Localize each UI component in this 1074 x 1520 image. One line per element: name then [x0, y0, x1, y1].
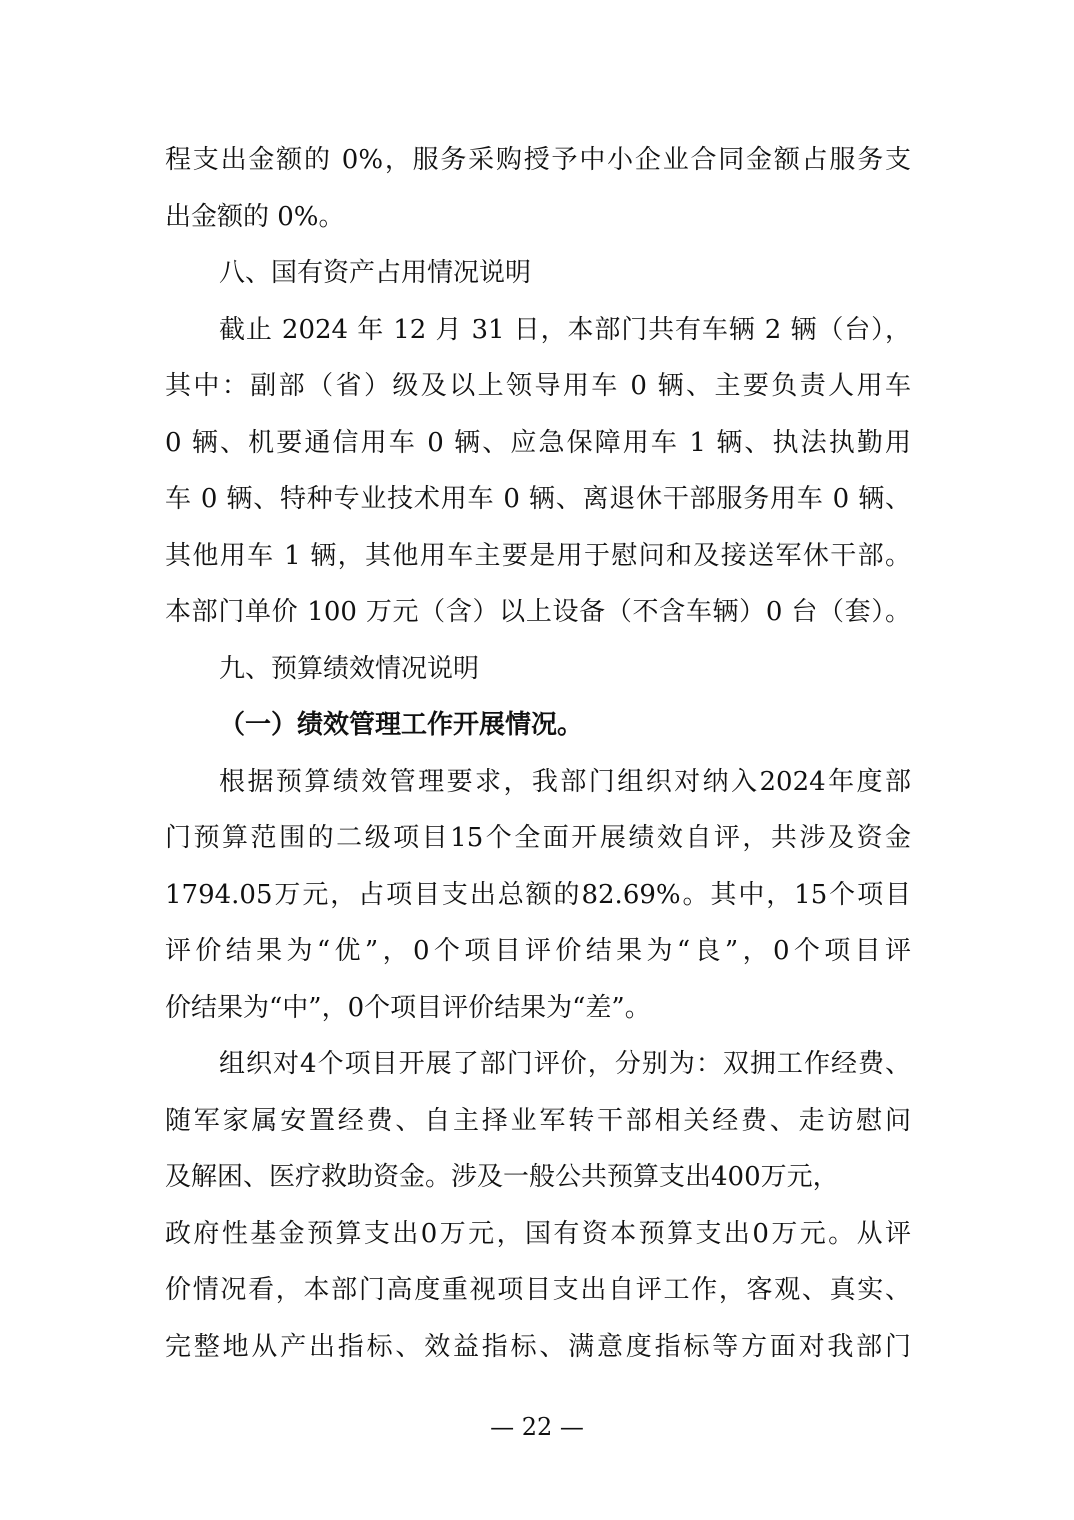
text-line: 本部门单价 100 万元（含）以上设备（不含车辆）0 台（套）。 — [165, 597, 911, 627]
text-line: 完整地从产出指标、效益指标、满意度指标等方面对我部门 — [165, 1331, 911, 1362]
text-line: 随军家属安置经费、自主择业军转干部相关经费、走访慰问 — [165, 1105, 911, 1136]
text-line: 八、国有资产占用情况说明 — [219, 258, 532, 288]
page-number: — 22 — — [490, 1413, 584, 1441]
text-line: 出金额的 0%。 — [165, 201, 345, 232]
text-line: 及解困、医疗救助资金。涉及一般公共预算支出400万元， — [165, 1162, 839, 1192]
text-line: 九、预算绩效情况说明 — [219, 653, 480, 684]
text-line: 价情况看，本部门高度重视项目支出自评工作，客观、真实、 — [165, 1275, 911, 1305]
text-line: 0 辆、机要通信用车 0 辆、应急保障用车 1 辆、执法执勤用 — [165, 427, 911, 458]
text-line: 其他用车 1 辆，其他用车主要是用于慰问和及接送军休干部。 — [165, 540, 911, 571]
text-line: 截止 2024 年 12 月 31 日，本部门共有车辆 2 辆（台）， — [219, 314, 911, 345]
text-line: 1794.05万元，占项目支出总额的82.69%。其中，15个项目 — [165, 879, 911, 910]
text-line: 程支出金额的 0%，服务采购授予中小企业合同金额占服务支 — [165, 145, 911, 175]
text-line: 门预算范围的二级项目15个全面开展绩效自评，共涉及资金 — [165, 823, 911, 853]
text-line: 价结果为“中”，0个项目评价结果为“差”。 — [165, 992, 651, 1023]
section-subheading: （一）绩效管理工作开展情况。 — [219, 710, 584, 740]
text-line: 评价结果为“优”，0个项目评价结果为“良”，0个项目评 — [165, 936, 911, 966]
document-body — [165, 132, 911, 1375]
text-line: 组织对4个项目开展了部门评价，分别为：双拥工作经费、 — [219, 1049, 911, 1079]
text-line: 根据预算绩效管理要求，我部门组织对纳入2024年度部 — [219, 766, 911, 797]
text-line: 其中：副部（省）级及以上领导用车 0 辆、主要负责人用车 — [165, 371, 911, 401]
text-line: 政府性基金预算支出0万元，国有资本预算支出0万元。从评 — [165, 1218, 911, 1249]
text-line: 车 0 辆、特种专业技术用车 0 辆、离退休干部服务用车 0 辆、 — [165, 484, 911, 514]
